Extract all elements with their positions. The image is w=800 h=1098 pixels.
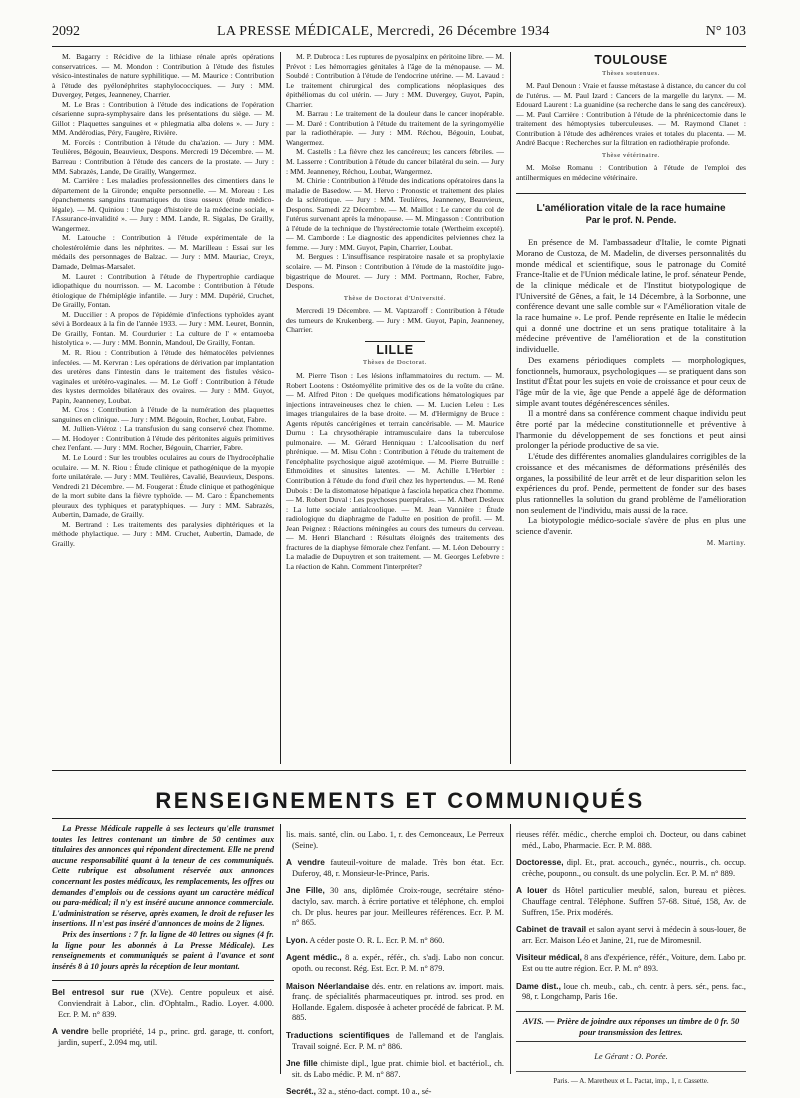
col2-paragraphs [286, 52, 504, 291]
column-3 [516, 52, 746, 764]
classified-ad [286, 857, 504, 879]
ad-text: et salon ayant servi à médecin à sous-louer, 8e arr. Ecr. Maison Léo et Janine, 21, rue de Miromesnil. [522, 925, 747, 945]
col1-paragraphs [52, 52, 274, 548]
paragraph: M. Le Lourd : Sur les troubles oculaires au cours de l'hydrocéphalie oculaire. — M. N. Riou : Étude clinique et pathogénique de la myopie forte unilatérale. — Jury : MM. Teulières, Cavalié, Beauvieux, Despons. Vendredi 21 Décembre. — M. Fougerat : Étude clinique et pathogénique de la mort subite dans la fièvre typhoïde. — M. Caro : Épanchements pleuraux des typhiques et paratyphiques. — Jury : MM. Sabrazès, Aubertin, Damade, de Grailly. [52, 452, 274, 520]
ad-lead: Lyon. [286, 934, 308, 945]
ad-lead: Jne Fille, [286, 885, 325, 896]
toulouse-paragraphs [516, 81, 746, 148]
classified-ad [516, 885, 746, 918]
ad-text: ds Hôtel particulier meublé, salon, bureau et pièces. Chauffage central. Téléphone. Suffren 57-68. Situé, 158, Av. de Suffren, 15e. Prix modérés. [522, 886, 746, 917]
ad-text: A céder poste O. R. L. Ecr. P. M. n° 860. [307, 935, 445, 945]
gerant-line: Le Gérant : O. Porée. [594, 1052, 668, 1062]
ad-text: 30 ans, diplômée Croix-rouge, secrétaire sténo-dactylo, sav. march. à écrire portative et téléphone, ch. emploi ch. Dr plus. heures par jour. Meilleures références. Ecr. P. M. n° 865. [292, 886, 504, 928]
lille-subheading: Thèses de Doctorat. [363, 359, 427, 367]
univ-thesis-heading: Thèse de Doctorat d'Université. [343, 294, 447, 302]
ad-lead: A louer [516, 885, 548, 896]
paragraph: Il a montré dans sa conférence comment chaque individu peut être porté par la médecine constitutionnelle et préventive à l'harmonie du développement de ses fonctions et peut ainsi prolonger la période productive de sa vie. [516, 408, 746, 451]
printer-line: Paris. — A. Maretheux et L. Pactat, imp., 1, r. Cassette. [516, 1071, 746, 1087]
paragraph: M. Le Bras : Contribution à l'étude des indications de l'opération césarienne supra-symphysaire dans les présentations du siège. — M. Gillot : Plaquettes sanguines et « phlegmatia alba dolens ». — Jury : MM. Andérodias, Péry, Faugère, Rivière. [52, 99, 274, 138]
paragraph: M. Lauret : Contribution à l'étude de l'hypertrophie cardiaque idiopathique du nourrisson. — M. Lacombe : Contribution à l'étude étiologique de l'hémiplégie infantile. — Jury : MM. Dupérié, Cruchet, De Grailly, Fontan. [52, 271, 274, 310]
ad-text: 8 a. expér., référ., ch. s'adj. Labo non concur. opoth. ou reconst. Rég. Est. Ecr. P. M. n° 879. [292, 953, 504, 973]
article-byline: Par le prof. N. Pende. [585, 214, 677, 225]
ads-list-1 [52, 987, 274, 1048]
classified-ad [286, 952, 504, 974]
classified-ad [286, 1058, 504, 1080]
article-body [516, 237, 746, 537]
article-title: L'amélioration vitale de la race humaine [536, 202, 726, 214]
paragraph: M. P. Dubroca : Les ruptures de pyosalpinx en péritoine libre. — M. Prévot : Les hémorragies génitales à l'âge de la ménopause. — M. Soubdé : Contribution à l'étude de l'endocrine utérine. — M. Lavaud : Le traitement chirurgical des complications néoplasiques des épithéliomas du col utérin. — Jury : MM. Duvergey, Guyot, Papin, Charrier. [286, 52, 504, 109]
ad-lead: Jne fille [286, 1058, 318, 1069]
paragraph: La Presse Médicale rappelle à ses lecteurs qu'elle transmet toutes les lettres contenant un timbre de 50 centimes aux titulaires des annonces qui répondent directement. Elle ne prend aucune responsabilité quant à la teneur de ces communiqués. Cette rubrique est absolument réservée aux annonces concernant les postes médicaux, les remplacements, les offres ou demandes d'emplois ou de cessions ayant un caractère médical ou para-médical; il n'y est inséré aucune annonce commerciale. L'administration se réserve, après examen, le droit de refuser les insertions. Il n'est pas inséré d'annonces de moins de 2 lignes. [52, 824, 274, 929]
classified-ad [286, 1030, 504, 1052]
paragraph: M. Forcès : Contribution à l'étude du cha'azion. — Jury : MM. Teulières, Bégouin, Beauvieux, Despons. Mercredi 19 Décembre. — M. Barreau : Contribution à l'étude des cancers de la prostate. — Jury : MM. Sabrazès, Lande, De Grailly, Wangermez. [52, 137, 274, 176]
ad-lead: Traductions scientifiques [286, 1029, 390, 1040]
issue-number: N° 103 [705, 24, 746, 39]
paragraph: M. Bertrand : Les traitements des paralysies diphtériques et la méthode phylactique. — Jury : MM. Cruchet, Aubertin, Damade, de Grailly. [52, 519, 274, 548]
journal-title: LA PRESSE MÉDICALE, Mercredi, 26 Décembre 1934 [217, 24, 550, 39]
section-rule [52, 770, 746, 771]
paragraph: En présence de M. l'ambassadeur d'Italie, le comte Pignati Morano de Custoza, de M. Madelin, de diverses personnalités du monde médical et scientifique, sous le patronage du Comité France-Italie et de l'Union médicale latine, le prof. sénateur Pende, de la clinique médicale et de l'Institut biotypologique de l'Université de Gênes, a fait, le 14 Décembre, à la Sorbonne, une conférence devant une salle comble sur « l'Amélioration vitale de la race humaine ». Le prof. Pende représente en Italie le médecin qui a donné une doctrine et un sens pratique totalitaire à la médecine préventive de l'amélioration et de la constitution individuelle. [516, 237, 746, 355]
ads-list-2 [286, 830, 504, 1098]
paragraph: M. Barrau : Le traitement de la douleur dans le cancer inopérable. — M. Daré : Contribution à l'étude du traitement de la syringomyélie par la radiothérapie. — Jury : MM. Réchou, Bégouin, Loubat, Wangermez. [286, 109, 504, 147]
paragraph: M. Castells : La fièvre chez les cancéreux; les cancers fébriles. — M. Lasserre : Contribution à l'étude du cancer bilatéral du sein. — Jury : MM. Jeanneney, Réchou, Loubat, Wangermez. [286, 147, 504, 176]
vet-paragraphs [516, 163, 746, 182]
ad-text: dipl. Et., prat. accouch., gynéc., nourris., ch. occup. crèche, pouponn., ou consult. ds une polyclin. Ecr. P. M. n° 889. [522, 858, 746, 878]
paragraph: M. Chirie : Contribution à l'étude des indications opératoires dans la maladie de Basedow. — M. Hervo : Pronostic et traitement des plaies de la sclérotique. — Jury : MM. Teulières, Jeanneney, Beauvieux, Despons. Samedi 22 Décembre. — M. Maillot : Le cancer du col de l'utérus survenant après la ménopause. — M. Mingasson : Contribution à l'étude de la technique de l'hystérectomie totale (Wertheim excepté). — M. Camborde : Le diagnostic des appendicites pelviennes chez la femme. — Jury : MM. Guyot, Papin, Charrier, Loubat. [286, 176, 504, 252]
paragraph: Des examens périodiques complets — morphologiques, fonctionnels, humoraux, psychologiques — se pratiquent dans son Institut d'État pour les sujets en voie de croissance et pour ceux de l'âge mûr de la vie, âge que Pende a appelé âge de déformation simple avant toutes dégénérescences séniles. [516, 354, 746, 408]
column-divider [280, 824, 281, 1074]
ad-text: (XVe). Centre populeux et aisé. Conviendrait à Labor., clin. d'Ophtalm., Radio. Loyer. 4.000. Ecr. P. M. n° 839. [58, 988, 274, 1019]
ad-text: 8 ans d'expérience, référ., Voiture, dem. Labo pr. Est ou tte autre région. Ecr. P. M. n° 893. [522, 953, 746, 973]
paragraph: Prix des insertions : 7 fr. la ligne de 40 lettres ou signes (4 fr. la ligne pour les abonnés à La Presse Médicale). Les renseignements et communiqués se paient à l'avance et sont insérés 8 à 10 jours après la réception de leur montant. [52, 929, 274, 971]
column-divider [510, 824, 511, 1074]
section-rule [52, 980, 274, 981]
paragraph: M. Moïse Romanu : Contribution à l'étude de l'emploi des antilhermiques en médecine vétérinaire. [516, 163, 746, 183]
header-rule [52, 46, 746, 47]
classified-ad [516, 857, 746, 879]
classified-ad [286, 981, 504, 1024]
paragraph: M. Duccilier : A propos de l'épidémie d'infections typhoïdes ayant sévi à Bordeaux à la fin de l'année 1933. — Jury : MM. Leuret, Bonnin, De Grailly, Fontan. M. Courdurier : La culture de l' « entamoeba histolytica ». — Jury : MM. Bonnin, Mandoul, De Grailly, Fontan. [52, 309, 274, 348]
ad-text: fauteuil-voiture de malade. Très bon état. Ecr. Duferoy, 48, r. Monsieur-le-Prince, Paris. [292, 858, 504, 878]
classified-ad [52, 987, 274, 1020]
toulouse-subheading: Thèses soutenues. [602, 69, 660, 77]
paragraph: La biotypologie médico-sociale s'avère de plus en plus une science d'avenir. [516, 515, 746, 537]
ad-lead: Bel entresol sur rue [52, 987, 144, 998]
classified-ad [286, 830, 504, 851]
column-divider [510, 52, 511, 764]
column-1 [52, 52, 274, 764]
section-rule [365, 341, 425, 342]
ad-lead: Doctoresse, [516, 857, 564, 868]
classified-ad [52, 1026, 274, 1048]
ad-lead: A vendre [52, 1026, 89, 1037]
classified-ad [516, 924, 746, 946]
page-number: 2092 [52, 24, 80, 39]
notice-box: AVIS. — Prière de joindre aux réponses un timbre de 0 fr. 50 pour transmission des lettres. [516, 1011, 746, 1043]
lille-heading: LILLE [376, 342, 414, 357]
paragraph: M. Paul Denoun : Vraie et fausse métastase à distance, du cancer du col de l'utérus. — M. Paul Izard : Cancers de la margelle du larynx. — M. Edouard Laurent : La guanidine (sa recherche dans le sang des cancéreux). — M. Paul Carrière : Contribution à l'étude de la phrénicectomie dans le traitement des hémoptysies tuberculeuses. — M. Raymond Clanet : Contribution à l'étude des adhérences vraies et totales du placenta. — M. André Bacque : Recherches sur la filtration en radiothérapie profonde. [516, 81, 746, 148]
ads-intro [52, 824, 274, 972]
column-divider [280, 52, 281, 764]
ad-text: chimiste dipl., lgue prat. chimie biol. et bactériol., ch. sit. ds Labo médic. P. M. n° 887. [292, 1059, 504, 1079]
ads-column-3 [516, 824, 747, 1085]
ad-lead: Dame dist., [516, 980, 561, 991]
paragraph: M. Carrière : Les maladies professionnelles des cimentiers dans le département de la Gironde; enquête personnelle. — M. Moreau : Les épanchements sanguins traumatiques du tissu osseux (étude médico-légale). — M. Quiniou : Une page d'histoire de la médecine sociale, « l'Assurance-invalidité ». — Jury : MM. Lande, R. Sigalas, De Grailly, Wangermez. [52, 176, 274, 233]
section-rule [52, 818, 746, 819]
section-rule [516, 193, 746, 194]
ad-text: de l'allemand et de l'anglais. Travail soigné. Ecr. P. M. n° 886. [292, 1030, 505, 1051]
ad-lead: A vendre [286, 857, 325, 868]
classified-ad [516, 952, 746, 974]
section-banner: RENSEIGNEMENTS ET COMMUNIQUÉS [155, 788, 645, 813]
classified-ad [516, 830, 746, 851]
ad-text: loue ch. meub., cab., ch. centr. à pers. sér., pens. fac., 98, r. Longchamp, Paris 16e. [522, 981, 746, 1002]
classified-ad [516, 981, 746, 1003]
ad-lead: Secrét., [286, 1086, 316, 1097]
ad-lead: Cabinet de travail [516, 924, 587, 935]
paragraph: M. Pierre Tison : Les lésions inflammatoires du rectum. — M. Robert Lootens : Ostéomyélite primitive des os de la voûte du crâne. — M. Alfred Piton : De quelques modifications hématologiques par injections intraveineuses chez le chien. — M. Lucien Leleu : Les images triangulaires de la base droite. — M. d'Hermigny de Bruce : Agents réputés cancérigènes et terrain cancérisable. — M. Maurice Durnu : La chrysothérapie intramusculaire dans la tuberculose pulmonaire. — M. Gérard Henniquau : L'alcoolisation du nerf phrénique. — M. Misu Cohn : Contribution à l'étude du traitement de l'encéphalite psychosique aiguë azotémique. — M. Pierre Butruille : Ethmoïdites et sinusites latentes. — M. Achille L'Herbier : Contribution à l'étude du fond d'œil chez les hypertendus. — M. René Dubois : De la distomatose hépatique à fasciola hepatica chez l'homme. — M. Robert Duval : Les psychoses puerpérales. — M. Albert Desleux : La lutte sociale antialcoolique. — M. Jean Vannière : Étude radiologique du diaphragme de l'adulte en position de profil. — M. Jean Peignez : Réactions méningées au cours des tumeurs du cerveau. — M. Henri Blanchard : Résultats éloignés des traitements des fractures de la diaphyse fémorale chez l'enfant. — M. Léon Debourry : La maladie de Dupuytren et son traitement. — M. Georges Lefebvre : La réaction de Kahn. Comment l'interpréter? [286, 370, 504, 571]
classified-ad [286, 885, 504, 928]
paragraph: M. Cros : Contribution à l'étude de la numération des plaquettes sanguines en clinique. — Jury : MM. Bégouin, Rocher, Loubat, Fabre. [52, 405, 274, 424]
ad-text: rieuses référ. médic., cherche emploi ch. Docteur, ou dans cabinet méd., Labo, Pharmacie. Ecr. P. M. 888. [516, 830, 746, 850]
ad-lead: Maison Néerlandaise [286, 980, 370, 991]
page-header [52, 22, 746, 44]
paragraph: M. R. Riou : Contribution à l'étude des hématocèles pelviennes infectées. — M. Kervran : Les opérations de dérivation par implantation des uretères dans l'intestin dans le traitement des fistules vésico-vaginales et urétéro-vaginales. — M. Le Goff : Contribution à l'étude des kystes dermoïdes bilatéraux des ovaires. — Jury : MM. Guyot, Papin, Jeanneney, Loubat. [52, 347, 274, 405]
column-2 [286, 52, 504, 764]
paragraph: M. Bagarry : Récidive de la lithiase rénale après opérations conservatrices. — M. Mondon : Contribution à l'étude des fistules vésico-intestinales de nature syphilitique. — M. Maurice : Contribution à l'étude des pyélonéphrites staphylococciques. — Jury : MM. Duvergey, Petges, Jeanneney, Charrier. [52, 52, 274, 100]
classified-ad [286, 935, 504, 947]
paragraph: M. Latouche : Contribution à l'étude expérimentale de la cholestérolémie dans les néphrites. — M. Marilleau : Essai sur les médails des personnages de Balzac. — Jury : MM. Mauriac, Creyx, Damade, Delmas-Marsalet. [52, 233, 274, 272]
lille-paragraphs [286, 371, 504, 571]
classified-ad [286, 1086, 504, 1098]
paragraph: L'étude des différentes anomalies glandulaires corrigibles de la croissance et des mécanismes de déformations présénilés des organes, la possibilité de leur arrêt et de leur disparition selon les expériences du prof. Pende, permettent de fonder sur des bases plus rationnelles la solution du grand problème de l'amélioration non seulement de l'individu, mais aussi de la race. [516, 451, 746, 515]
article-signature: M. Martiny. [706, 538, 746, 547]
ads-column-1 [52, 824, 274, 1074]
univ-thesis-paragraphs [286, 306, 504, 335]
ad-text: belle propriété, 14 p., princ. grd. garage, tt. confort, jardin, superf., 2.094 mq, util. [58, 1027, 274, 1047]
ads-list-3 [516, 830, 746, 1003]
ad-text: dés. entr. en relations av. import. mais. franç. de spécialités pharmaceutiques pr. introd. ses prod. en Hollande. Egalem. disposée à acheter procédé de fabricat. P. M. 885. [292, 981, 504, 1023]
ad-lead: Agent médic., [286, 952, 342, 963]
paragraph: M. Jullien-Viéroz : La transfusion du sang conservé chez l'homme. — M. Hodoyer : Contribution à l'étude des péritonites aiguës primitives chez l'enfant. — Jury : MM. Rocher, Bégouin, Charrier, Fabre. [52, 424, 274, 453]
vet-thesis-heading: Thèse vétérinaire. [601, 151, 661, 159]
ad-lead: Visiteur médical, [516, 952, 582, 963]
ad-text: 32 a., sténo-dact. compt. 10 a., sé- [315, 1087, 432, 1097]
ads-column-2 [286, 824, 505, 1097]
paragraph: Mercredi 19 Décembre. — M. Vaptzaroff : Contribution à l'étude des tumeurs de Krukenberg. — Jury : MM. Guyot, Papin, Jeanneney, Charrier. [286, 306, 504, 335]
paragraph: M. Bergues : L'insuffisance respiratoire nasale et sa prophylaxie scolaire. — M. Pinson : Contribution à l'étude de la mastoïdite jugo-bigastrique de Mouret. — Jury : MM. Portmann, Rocher, Fabre, Despons. [286, 252, 504, 291]
ad-text: lis. mais. santé, clin. ou Labo. 1, r. des Cemonceaux, Le Perreux (Seine). [286, 830, 504, 850]
toulouse-heading: TOULOUSE [594, 53, 668, 67]
